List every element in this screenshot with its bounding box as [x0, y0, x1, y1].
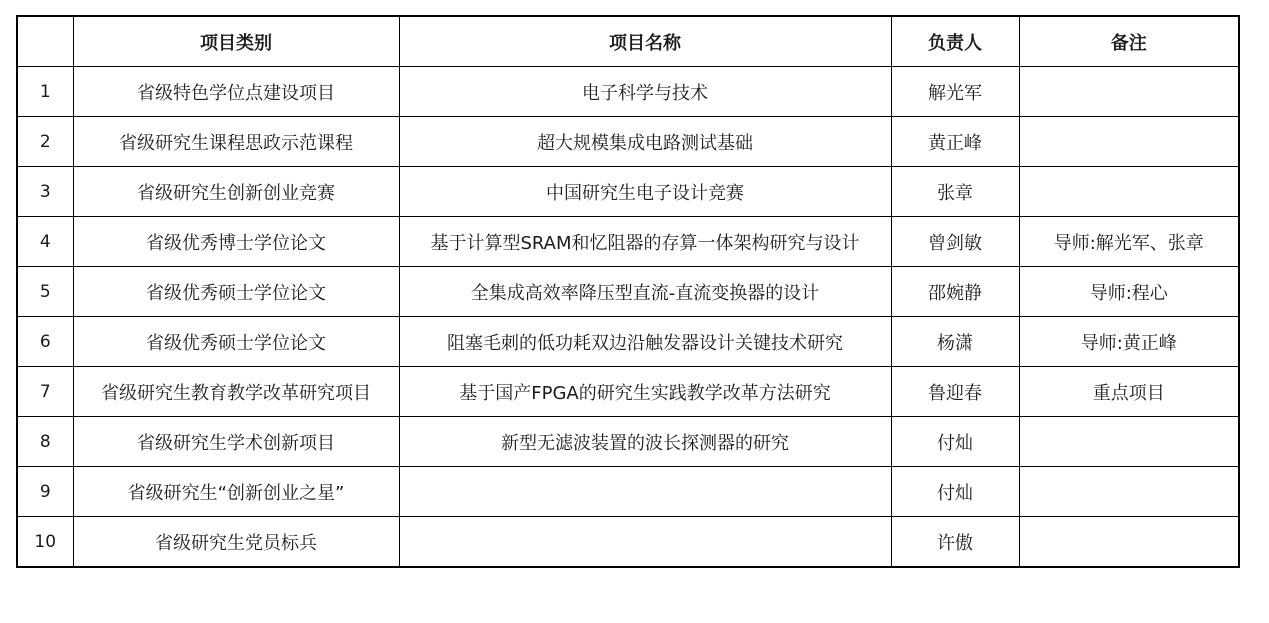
cell-category: 省级优秀硕士学位论文 [73, 267, 399, 317]
cell-index: 6 [17, 317, 73, 367]
cell-category: 省级优秀硕士学位论文 [73, 317, 399, 367]
cell-note [1019, 517, 1239, 568]
cell-index: 2 [17, 117, 73, 167]
cell-name: 超大规模集成电路测试基础 [399, 117, 891, 167]
cell-name: 全集成高效率降压型直流-直流变换器的设计 [399, 267, 891, 317]
cell-leader: 杨潇 [891, 317, 1019, 367]
cell-name [399, 467, 891, 517]
cell-leader: 邵婉静 [891, 267, 1019, 317]
cell-category: 省级特色学位点建设项目 [73, 67, 399, 117]
cell-leader: 张章 [891, 167, 1019, 217]
table-row [17, 367, 1239, 417]
cell-category: 省级研究生教育教学改革研究项目 [73, 367, 399, 417]
cell-category: 省级研究生学术创新项目 [73, 417, 399, 467]
header-note: 备注 [1019, 16, 1239, 67]
table-row [17, 517, 1239, 568]
cell-index: 10 [17, 517, 73, 568]
cell-category: 省级研究生课程思政示范课程 [73, 117, 399, 167]
cell-name: 基于计算型SRAM和忆阻器的存算一体架构研究与设计 [399, 217, 891, 267]
header-category: 项目类别 [73, 16, 399, 67]
header-name: 项目名称 [399, 16, 891, 67]
cell-note [1019, 117, 1239, 167]
table-header-row [17, 16, 1239, 67]
cell-leader: 许傲 [891, 517, 1019, 568]
cell-leader: 解光军 [891, 67, 1019, 117]
table-row [17, 417, 1239, 467]
cell-name: 阻塞毛刺的低功耗双边沿触发器设计关键技术研究 [399, 317, 891, 367]
projects-table [16, 15, 1240, 568]
cell-name: 电子科学与技术 [399, 67, 891, 117]
cell-index: 9 [17, 467, 73, 517]
header-index [17, 16, 73, 67]
cell-note: 导师:解光军、张章 [1019, 217, 1239, 267]
cell-note [1019, 417, 1239, 467]
cell-note: 导师:程心 [1019, 267, 1239, 317]
table-row [17, 117, 1239, 167]
cell-leader: 付灿 [891, 417, 1019, 467]
cell-category: 省级优秀博士学位论文 [73, 217, 399, 267]
cell-name: 基于国产FPGA的研究生实践教学改革方法研究 [399, 367, 891, 417]
cell-leader: 付灿 [891, 467, 1019, 517]
cell-index: 7 [17, 367, 73, 417]
cell-name: 新型无滤波装置的波长探测器的研究 [399, 417, 891, 467]
cell-index: 8 [17, 417, 73, 467]
table-row [17, 167, 1239, 217]
cell-leader: 曾剑敏 [891, 217, 1019, 267]
cell-note: 导师:黄正峰 [1019, 317, 1239, 367]
cell-category: 省级研究生党员标兵 [73, 517, 399, 568]
cell-category: 省级研究生“创新创业之星” [73, 467, 399, 517]
table-row [17, 317, 1239, 367]
table-row [17, 267, 1239, 317]
table-row [17, 467, 1239, 517]
table-row [17, 67, 1239, 117]
cell-index: 1 [17, 67, 73, 117]
cell-index: 4 [17, 217, 73, 267]
cell-index: 5 [17, 267, 73, 317]
cell-name [399, 517, 891, 568]
cell-note: 重点项目 [1019, 367, 1239, 417]
cell-note [1019, 67, 1239, 117]
cell-leader: 黄正峰 [891, 117, 1019, 167]
cell-leader: 鲁迎春 [891, 367, 1019, 417]
cell-note [1019, 467, 1239, 517]
cell-category: 省级研究生创新创业竞赛 [73, 167, 399, 217]
cell-note [1019, 167, 1239, 217]
cell-name: 中国研究生电子设计竞赛 [399, 167, 891, 217]
table-row [17, 217, 1239, 267]
cell-index: 3 [17, 167, 73, 217]
header-leader: 负责人 [891, 16, 1019, 67]
